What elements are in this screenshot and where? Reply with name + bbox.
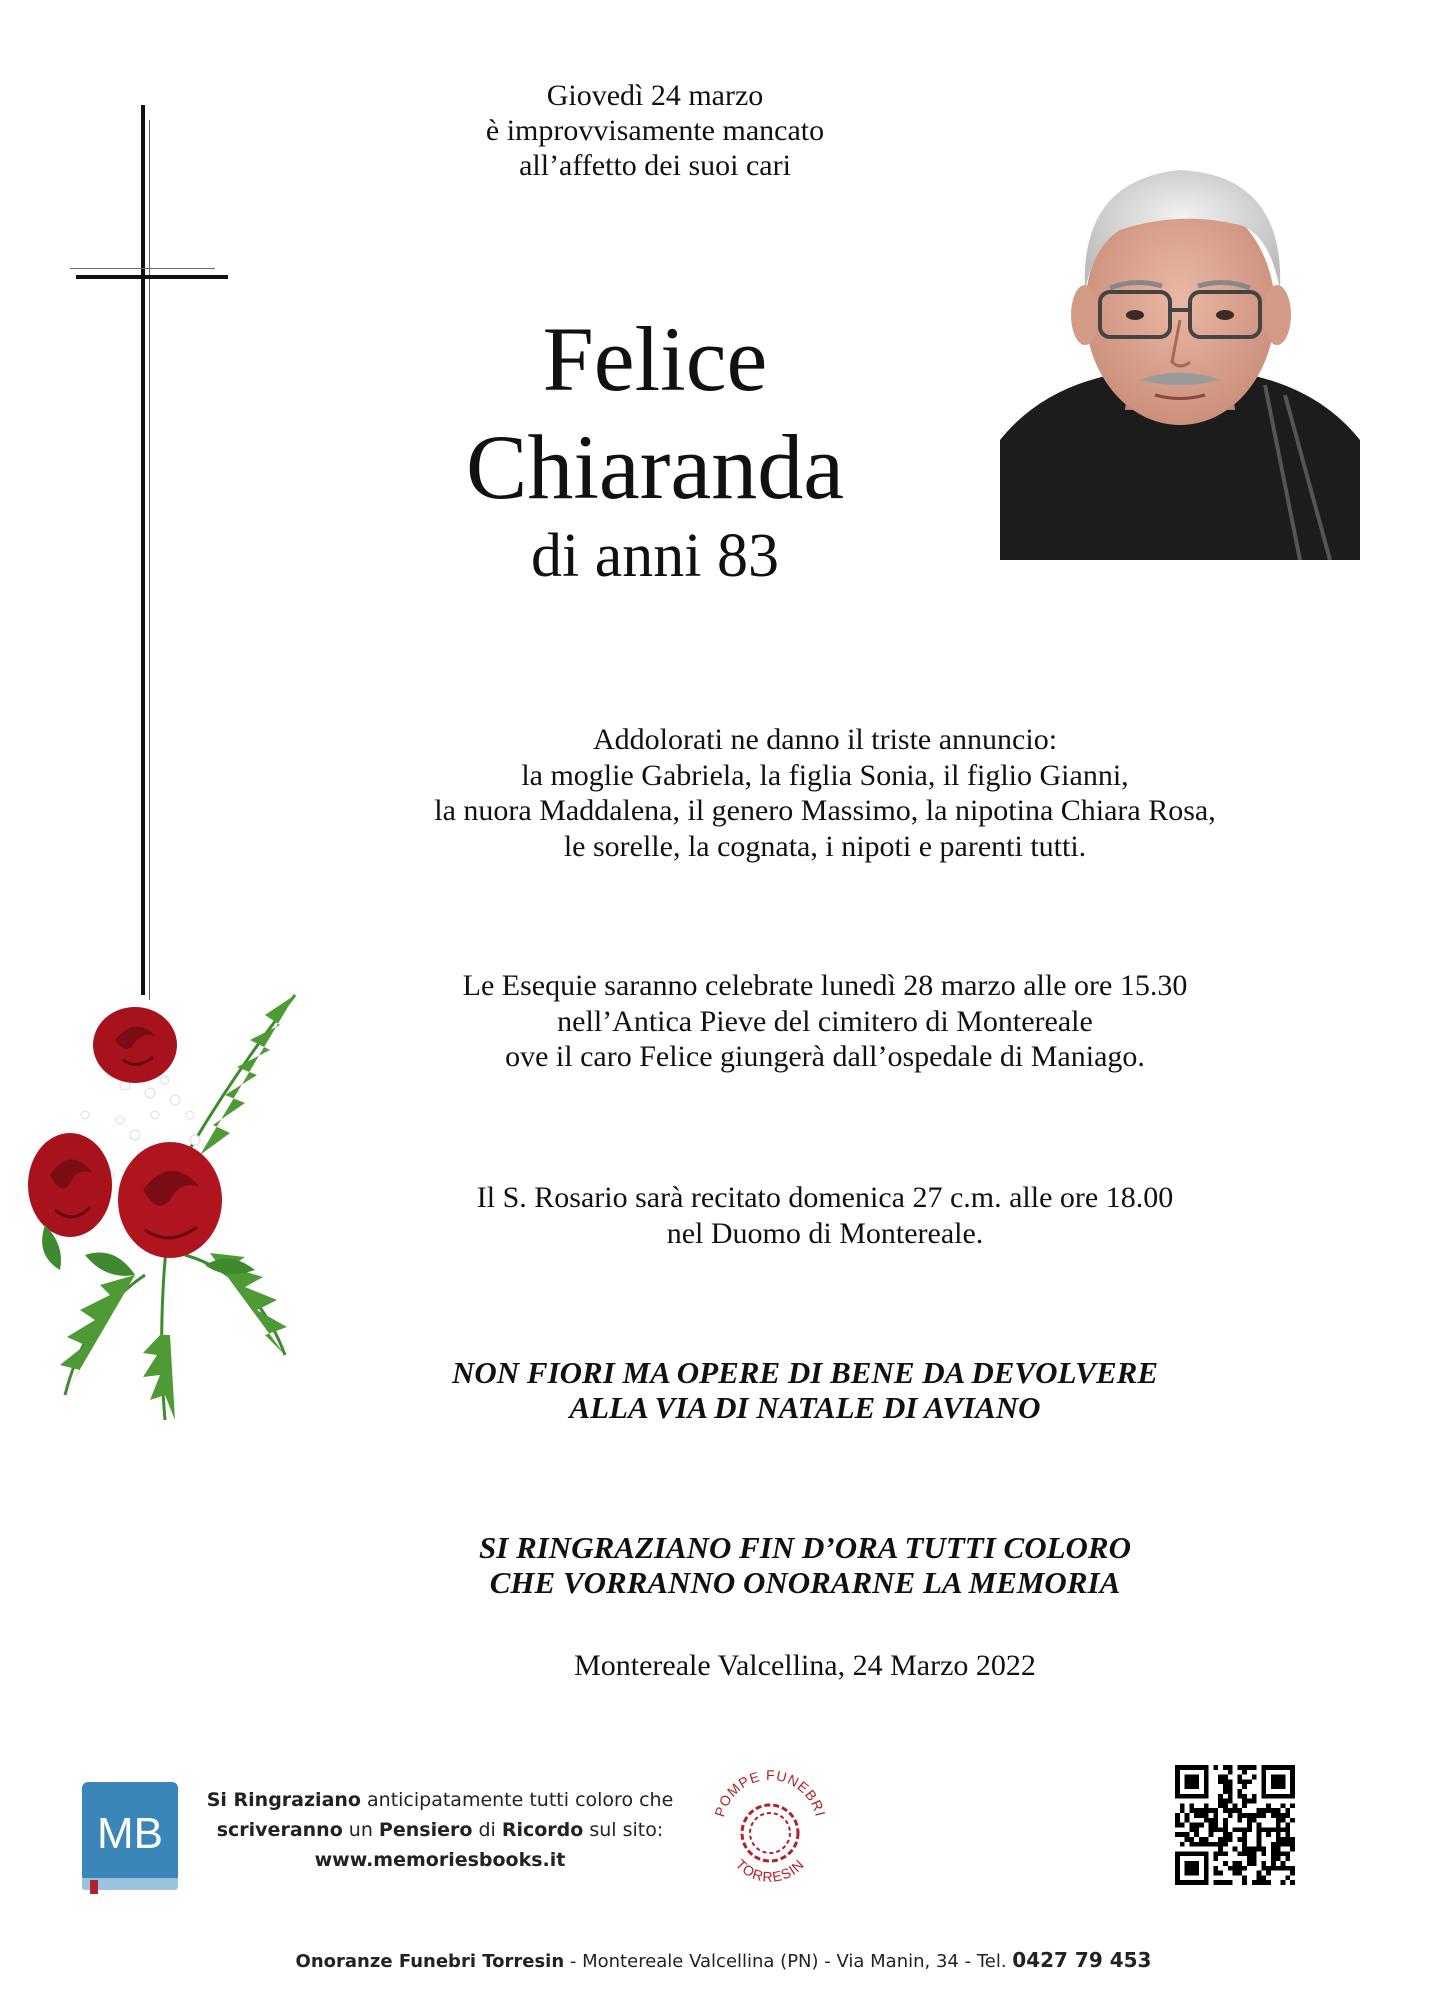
footer-phone: 0427 79 453	[1012, 1948, 1152, 1972]
thanks-line: SI RINGRAZIANO FIN D’ORA TUTTI COLORO	[479, 1530, 1131, 1565]
last-name: Chiaranda	[465, 416, 845, 518]
memories-bold: Pensiero	[378, 1819, 473, 1841]
thanks-notice	[330, 1530, 1280, 1600]
no-flowers-notice	[330, 1355, 1280, 1425]
memories-bold: scriveranno	[216, 1819, 343, 1841]
announcement-text	[300, 722, 1350, 864]
memories-bold: Si Ringraziano	[206, 1789, 361, 1811]
intro-text	[390, 78, 920, 183]
memories-text: sul sito:	[583, 1819, 664, 1841]
deceased-age: di anni 83	[531, 522, 779, 590]
cross-vertical-line	[149, 120, 150, 1000]
memoriesbooks-logo	[80, 1780, 180, 1895]
mb-logo-text: MB	[97, 1809, 163, 1858]
funeral-info	[320, 968, 1330, 1075]
intro-line: all’affetto dei suoi cari	[519, 149, 791, 182]
deceased-name	[390, 305, 920, 521]
memories-text: di	[472, 1819, 502, 1841]
funeral-line: ove il caro Felice giungerà dall’ospedale di Maniago.	[505, 1040, 1145, 1073]
svg-text:POMPE FUNEBRI	[711, 1767, 829, 1819]
qr-code-icon[interactable]	[1175, 1765, 1295, 1885]
memories-bold: Ricordo	[501, 1819, 584, 1841]
memories-text: anticipatamente tutti coloro che	[360, 1789, 674, 1811]
announcement-line: la nuora Maddalena, il genero Massimo, la nipotina Chiara Rosa,	[434, 794, 1216, 827]
roses-bouquet-image	[25, 975, 305, 1425]
no-flowers-line: NON FIORI MA OPERE DI BENE DA DEVOLVERE	[451, 1355, 1158, 1390]
logo-bottom-text: TORRESIN	[732, 1855, 808, 1885]
no-flowers-line: ALLA VIA DI NATALE DI AVIANO	[569, 1390, 1041, 1425]
portrait-photo	[1000, 140, 1360, 560]
announcement-line: la moglie Gabriela, la figlia Sonia, il figlio Gianni,	[521, 758, 1129, 792]
pompe-funebri-torresin-logo	[705, 1755, 835, 1895]
first-name: Felice	[542, 308, 768, 410]
funeral-line: Le Esequie saranno celebrate lunedì 28 marzo alle ore 15.30	[462, 969, 1188, 1002]
footer-address: - Montereale Valcellina (PN) - Via Manin, 34 - Tel.	[564, 1951, 1013, 1972]
funeral-line: nell’Antica Pieve del cimitero di Montereale	[557, 1004, 1093, 1038]
memories-thanks	[200, 1785, 680, 1875]
place-date: Montereale Valcellina, 24 Marzo 2022	[574, 1649, 1036, 1682]
footer-company: Onoranze Funebri Torresin	[295, 1951, 565, 1972]
cross-horizontal-bar	[76, 275, 228, 279]
memories-url[interactable]: www.memoriesbooks.it	[314, 1849, 566, 1871]
rosary-info	[320, 1180, 1330, 1251]
rosary-line: nel Duomo di Montereale.	[666, 1216, 984, 1250]
footer-contact	[0, 1948, 1447, 1972]
book-icon	[80, 1780, 180, 1895]
intro-line: è improvvisamente mancato	[485, 114, 825, 147]
announcement-line: Addolorati ne danno il triste annuncio:	[592, 723, 1058, 756]
cross-horizontal-line	[70, 268, 215, 269]
announcement-line: le sorelle, la cognata, i nipoti e parenti tutti.	[563, 829, 1087, 863]
logo-top-text: POMPE FUNEBRI	[711, 1766, 829, 1819]
intro-line: Giovedì 24 marzo	[546, 79, 764, 112]
memories-text: un	[342, 1819, 379, 1841]
cross-vertical-bar	[141, 105, 145, 995]
thanks-line: CHE VORRANNO ONORARNE LA MEMORIA	[489, 1565, 1121, 1600]
rosary-line: Il S. Rosario sarà recitato domenica 27 c.m. alle ore 18.00	[476, 1181, 1174, 1214]
svg-text:TORRESIN	[733, 1856, 808, 1885]
